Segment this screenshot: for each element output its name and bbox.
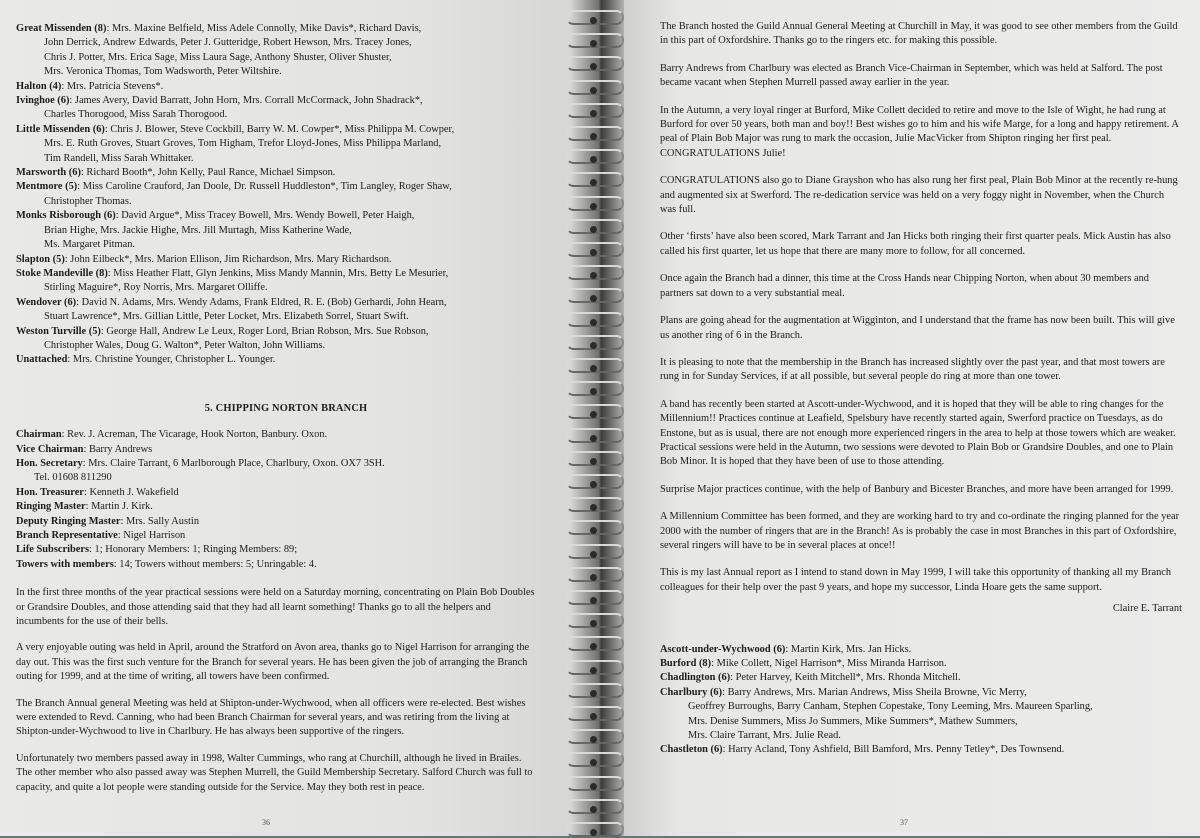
report-paragraph: Barry Andrews from Charlbury was elected as Branch Vice-Chairman in September, which was held at Salford. The post became vacant when Stephen Murrell passed away earlier in the year. [660, 62, 1163, 89]
tower-entry [16, 267, 536, 296]
report-paragraph: In the first three months of the year practical sessions were held on a Saturday morning, concentrating on Plain Bob Doubles or Grandsire Doubles, and those attending said that they had all learnt something! Thanks go to all the helpers and incumbents for the use of their bells. [16, 587, 535, 628]
tower-name: Marsworth (6) [16, 167, 81, 179]
tower-name: Unattached [16, 354, 68, 366]
officer-value: Rev. J. Acreman, The Vicarage, Hook Norton, Banbury. Oxon. [67, 429, 328, 441]
tower-colon: : [100, 325, 107, 337]
spiral-ring [566, 149, 624, 165]
tower-entry [16, 209, 536, 252]
tower-members-continued: Stuart Lawrence*, Mrs. Gillian Little, Peter Locket, Mrs. Elizabeth Sorrel, Stuart Swift. [44, 311, 409, 323]
ring-hole [590, 829, 597, 836]
tower-entry [660, 657, 1182, 671]
spiral-ring [566, 706, 624, 722]
tower-members-continued: Geoffrey Burroughs, Barry Canham, Stephen Copestake, Tony Leeming, Mrs. Maureen Sparling, [688, 701, 1093, 713]
tower-name: Burford (8) [660, 658, 712, 669]
officer-row [16, 515, 536, 529]
officer-value: Mrs. Sally Austin [125, 515, 200, 527]
officer-value: Tel. 01608 811290 [34, 472, 112, 484]
tower-name: Ivinghoe (6) [16, 95, 70, 107]
ring-hole [590, 203, 597, 210]
officer-colon: : [83, 443, 89, 455]
report-paragraph: Unfortunately two members passed away in 1998, Walter Cummings, who rang at Churchill, although he lived in Brailes. The other member who also passed away was Stephen Murrell, the Guild Membership Secretary. Salford Church was full to capacity, and quite a lot people were standing outside for the Service. May they both rest in peace. [16, 752, 533, 793]
tower-members: Richard Booth*, John Kelly, Paul Rance, Michael Simpson. [86, 167, 336, 179]
officer-role: Deputy Ringing Master [16, 515, 121, 527]
tower-members-continued: Christopher Wales, Doug G. Walton*, Peter Walton, John Williams. [44, 339, 326, 351]
tower-entry [660, 743, 1182, 757]
tower-members: David Argue*, Miss Tracey Bowell, Mrs. Wendy Bowell, Peter Haigh, [121, 210, 415, 222]
tower-colon: : [67, 354, 73, 366]
spiral-ring [566, 381, 624, 397]
ring-hole [590, 713, 597, 720]
officer-colon: : [85, 501, 92, 513]
officer-role: Hon. Treasurer [16, 486, 84, 498]
tower-colon: : [785, 643, 791, 655]
officer-colon: : [82, 457, 89, 469]
spiral-ring [566, 126, 624, 142]
spiral-ring [566, 242, 624, 258]
tower-members: Mike Collett, Nigel Harrison*, Miss Miranda Harrison. [716, 658, 947, 669]
tower-colon: : [711, 658, 717, 669]
ring-hole [590, 226, 597, 233]
tower-entry [16, 180, 536, 209]
ring-hole [590, 17, 597, 24]
spiral-ring [566, 451, 624, 467]
officer-value: Nigel Harrison [123, 530, 186, 541]
ring-hole [590, 783, 597, 790]
tower-name: Chadlington (6) [660, 672, 731, 684]
ring-hole [590, 342, 597, 349]
tower-members-continued: Mrs. E. Ruth Groves, Stuart Groves, Tom Higham, Trefor Lloyd-Jones, Miss Philippa Marland, [44, 138, 442, 150]
spiral-ring [566, 729, 624, 745]
tower-members-continued: Christopher Thomas. [44, 195, 132, 207]
spiral-ring [566, 404, 624, 420]
spiral-ring [566, 312, 624, 328]
tower-name: Halton (4) [16, 80, 62, 92]
tower-entry [16, 325, 536, 354]
left-column [16, 22, 536, 807]
tower-name: Little Missenden (6) [16, 123, 105, 135]
spiral-ring [566, 636, 624, 652]
report-paragraph: A very enjoyable outing was held in April, around the Stratford on Avon area, thanks go to Nigel Harrison for arranging the day out. This was the first such venture for the Branch for several years. He has been given the job of arranging the Branch outing for 1999, and at the time of writing, all towers have been confirmed. [16, 642, 530, 683]
officer-row [16, 500, 536, 514]
officer-colon: : [83, 486, 90, 498]
officer-colon: : [113, 558, 120, 570]
tower-name: Slapton (5) [16, 253, 65, 265]
officer-row [16, 428, 536, 442]
ring-hole [590, 690, 597, 697]
tower-members-continued: Mrs. Claire Tarrant, Mrs. Julie Read. [688, 730, 841, 742]
spiral-ring [566, 567, 624, 583]
ring-hole [590, 110, 597, 117]
officer-value: Mrs. Claire Tarrant, 6 Marlborough Place, Charlbury, Oxon. OX7 3SH. [88, 457, 385, 469]
page-number-left: 36 [262, 818, 270, 827]
report-paragraph: The Branch hosted the Guild Annual General Meeting at Churchill in May, it was good to see other members from the Guild in this part of Oxfordshire. Thanks go to the ringers etc. for making this possible. [660, 21, 1178, 47]
officer-colon: : [89, 544, 95, 556]
ring-hole [590, 458, 597, 465]
officer-row [16, 529, 536, 543]
tower-name: Ascott-under-Wychwood (6) [660, 643, 786, 655]
ring-hole [590, 597, 597, 604]
officer-row [16, 471, 536, 485]
spiral-ring [566, 56, 624, 72]
tower-entry [16, 22, 536, 80]
officer-role: Life Subscribers [16, 544, 90, 556]
spiral-ring [566, 474, 624, 490]
spiral-ring [566, 520, 624, 536]
officer-value: 14; Towers without members: 5; Unringable: 4. [119, 558, 317, 570]
tower-name: Great Missenden (8) [16, 23, 107, 34]
officer-role: Ringing Master [16, 501, 86, 513]
spiral-ring [566, 590, 624, 606]
report-paragraph: Other ‘firsts’ have also been scored, Mark Tarrant and Jan Hicks both ringing their first quarter peals. Mick Austin has also called his first quarter, let us hope that there are many more to follow, for all concerned. [660, 231, 1171, 257]
ring-hole [590, 806, 597, 813]
report-paragraph: A Millennium Committee has been formed, and they are working hard to try and co-ordinate the ringing planned for the year 2000 with the number of ringers that are in the Branch! As is probably the case in most Branches in this part of Oxfordshire, several ringers will have to be in several places at once!! [660, 511, 1180, 551]
page-number-right: 37 [900, 818, 908, 827]
tower-members: David N. Adams, Mrs. Wendy Adams, Frank Eldred, R. E. (Bob) Gerhardi, John Hearn, [81, 296, 447, 308]
officer-colon: : [120, 515, 126, 527]
officer-value: Martin J. Kirk. [91, 501, 153, 513]
tower-name: Weston Turville (5) [16, 325, 101, 337]
report-paragraph: CONGRATULATIONS also go to Diane Grayshon who has also rung her first peal, Plain Bob Minor at the recently re-hung and augmented six at Swerford. The re-dedication service was held on a very foggy night in November, when the Church was full. [660, 175, 1178, 216]
tower-name: Charlbury (6) [660, 686, 723, 698]
tower-members: John Eilbeck*, Mrs. Marion Ellison, Jim Richardson, Mrs. Mary Richardson. [70, 253, 392, 265]
spiral-ring [566, 544, 624, 560]
spiral-ring [566, 80, 624, 96]
officer-role: Branch Representative [16, 530, 118, 541]
officer-role: Chairman [16, 429, 62, 441]
officer-row [16, 443, 536, 457]
right-page [624, 0, 1200, 836]
ring-hole [590, 435, 597, 442]
tower-name: Wendover (6) [16, 296, 77, 308]
officer-value: 1; Honorary Members: 1; Ringing Members: 89; [94, 544, 298, 556]
spiral-ring [566, 497, 624, 513]
tower-name: Chastleton (6) [660, 744, 723, 756]
tower-entry [16, 253, 536, 267]
tower-colon: : [76, 296, 82, 308]
officer-colon: : [117, 530, 124, 541]
tower-colon: : [61, 80, 67, 92]
spiral-ring [566, 358, 624, 374]
report-paragraph: Surprise Major practices continue, with the help of Banbury and Bicester Branches, and more have been arranged for 1999. [660, 483, 1174, 495]
spiral-ring [566, 103, 624, 119]
tower-colon: : [107, 267, 114, 279]
officer-role: Hon. Secretary [16, 457, 83, 469]
tower-members: Miss Caroline Crauford, Jan Doole, Dr. Russell Huddleston*, Tim Langley, Roger Shaw, [82, 181, 452, 193]
tower-members-continued: Ms. Margaret Pitman. [44, 239, 136, 251]
tower-members: Barry Andrews, Mrs. Marian Andrews, Miss Sheila Browne, Vic Merry, [727, 686, 1027, 698]
tower-members-continued: Charles Thorogood, Miss Sarah Thorogood. [44, 109, 228, 121]
spiral-ring [566, 288, 624, 304]
tower-members-continued: John Derrick, Andrew Edwards, Peter J. Gutteridge, Robert Hewson, Mrs. Tracey Jones, [44, 37, 412, 49]
tower-entry [16, 123, 536, 166]
tower-entry [660, 671, 1182, 685]
tower-colon: : [722, 744, 729, 756]
spiral-ring [566, 660, 624, 676]
tower-entry [16, 353, 536, 367]
spiral-ring [566, 196, 624, 212]
tower-members-continued: Tim Randell, Miss Sarah Whittaker. [44, 152, 194, 164]
ring-hole [590, 551, 597, 558]
ring-hole [590, 667, 597, 674]
spiral-ring [566, 428, 624, 444]
tower-members: Chris J. Blower, Steve Cockbill, Barry W. M. Cowper*, Miss Philippa M. Cowper, [110, 123, 455, 135]
officer-colon: : [61, 429, 68, 441]
tower-colon: : [69, 95, 75, 107]
signature: Claire E. Tarrant [1112, 603, 1182, 615]
tower-members: Peter Harvey, Keith Mitchell*, Mrs. Rhonda Mitchell. [735, 672, 961, 684]
tower-members: Harry Acland, Tony Ashfield, Bill Bamford, Mrs. Penny Tetley*, Des Townsend. [728, 744, 1065, 756]
tower-colon: : [115, 210, 122, 222]
tower-entry [16, 296, 536, 325]
tower-entry [660, 686, 1182, 744]
tower-entry [16, 166, 536, 180]
tower-colon: : [80, 167, 87, 179]
report-paragraph: It is pleasing to note that the membership in the Branch has increased slightly over the past year, and that most towers are rung in for Sunday Services, if at all possible, but several people do ring at more than one tower. [660, 356, 1165, 383]
members-list-bottom [660, 643, 1182, 758]
tower-members: Mrs. Christine Younger, Christopher L. Younger. [72, 354, 276, 366]
ring-hole [590, 365, 597, 372]
tower-colon: : [730, 672, 736, 684]
officer-role: Towers with members [16, 558, 114, 570]
tower-members-continued: Chris J. Potter, Mrs. Erica Sage, Miss Laura Sage, Anthony Shuster, Oliver Shuster, [44, 51, 392, 63]
spiral-ring [566, 265, 624, 281]
ring-hole [590, 481, 597, 488]
tower-colon: : [104, 123, 111, 135]
tower-name: Stoke Mandeville (8) [16, 267, 108, 279]
tower-members-continued: Mrs. Veronica Thomas, Tom Wadsworth, Peter Wiltshire. [44, 66, 282, 78]
tower-entry [660, 643, 1182, 657]
ring-hole [590, 249, 597, 256]
tower-name: Monks Risborough (6) [16, 210, 116, 222]
spiral-ring [566, 683, 624, 699]
report-paragraph: Plans are going ahead for the augmentation at Wigginton, and I understand that the frame has now been built. This will give us another ring of 6 in the Branch. [660, 315, 1175, 341]
section-heading: 5. CHIPPING NORTON BRANCH [204, 402, 368, 414]
ring-hole [590, 87, 597, 94]
officer-value: Barry Andrews [88, 443, 153, 455]
officer-row [16, 558, 536, 572]
officer-row [16, 486, 536, 500]
tower-colon: : [106, 23, 112, 34]
officer-value: Kenneth J. Wakefield [89, 486, 179, 498]
left-page [0, 0, 576, 836]
report-paragraph: In the Autumn, a very loyal ringer at Burford, Mike Collett decided to retire and move to the Isle of Wight, he had rung at Burford for over 50 years, both man and boy!! Best wishes go to him and his wife Marge, for a long and happy retirement. A peal of Plain Bob Major was rung to mark the occasion, Julie MacVicker from Shipton ringing her first peal. CONGRATULATIONS Julie! [660, 104, 1179, 159]
officer-row [16, 543, 536, 557]
spiral-ring [566, 776, 624, 792]
officers-list [16, 428, 536, 572]
report-paragraph: This is my last Annual report as I intend to stand down in May 1999, I will take this opportunity of thanking all my Branch colleagues for their help over the past 9 years, and hope my successor, Linda Hoare gets the same support. [660, 567, 1172, 593]
tower-members: Martin Kirk, Mrs. Jan Hicks. [790, 643, 912, 655]
tower-members: George Hall, Andrew Le Leux, Roger Lord, Brian Robson, Mrs. Sue Robson, [106, 325, 429, 337]
ring-hole [590, 133, 597, 140]
right-column [660, 20, 1182, 758]
members-list-top [16, 22, 536, 368]
tower-members: James Avery, David Barratt, John Horn, Mrs. Corrall McCormack, John Shadrack*, [74, 95, 423, 107]
tower-entry [16, 94, 536, 123]
tower-members-continued: Stirling Maguire*, Roy Norris, Mrs. Margaret Olliffe. [44, 282, 268, 294]
report-paragraph: A band has recently been started at Ascott-under-Wychwood, and it is hoped that they will be able to ring changes for the Millennium!! Practices continue at Leafield, Spelsbury have recently started again, Swerford practice on Tuesdays, as do Enstone, but as is usual, there are not enough more experienced ringers in the area to help at those towers which are weaker. Practical sessions were held in the Autumn, two sessions were devoted to Plain Bob or Grandsire Doubles, and one to Plain Bob Minor. It is hoped that they have been of use to those attending. [660, 398, 1176, 468]
report-paragraph: Once again the Branch had a dinner, this time at the Cross Hands near Chipping Norton, when about 30 members and partners sat down to a very substantial meal. [660, 273, 1149, 299]
tower-members-continued: Mrs. Denise Summers, Miss Jo Summers, Mike Summers*, Mathew Summers, [688, 715, 1018, 727]
report-paragraph: The Branch Annual general Meeting was held at Shipton-under-Wychwood, when all officers were re-elected. Best wishes were extended to Revd. Canning, who had been Branch Chairman for several years, and was retiring from the living at Shipton-under-Wychwood to live in Charlbury. He has always been supportive of the ringers. [16, 697, 526, 738]
tower-members: Miss Heather Flatt, Glyn Jenkins, Miss Mandy Mannin, Mrs. Betty Le Mesurier, [113, 267, 449, 279]
spiral-ring [566, 219, 624, 235]
tower-members: Mrs. Maxine Belfield, Miss Adele Connolly, Mike Davis*, Richard Davis, [111, 23, 422, 34]
tower-colon: : [77, 181, 83, 193]
spiral-ring [566, 335, 624, 351]
spiral-ring [566, 10, 624, 26]
officer-row [16, 457, 536, 471]
spiral-ring [566, 33, 624, 49]
tower-name: Mentmore (5) [16, 181, 78, 193]
spiral-ring [566, 613, 624, 629]
right-paragraphs [660, 20, 1182, 595]
tower-entry [16, 80, 536, 94]
spiral-ring [566, 172, 624, 188]
tower-colon: : [64, 253, 71, 265]
ring-hole [590, 574, 597, 581]
tower-colon: : [722, 686, 728, 698]
officer-role: Vice Chairman [16, 443, 84, 455]
left-paragraphs [16, 586, 536, 795]
spiral-ring [566, 752, 624, 768]
tower-members-continued: Brian Highe, Mrs. Jackie Highe, Mrs. Jill Murtagh, Miss Katherine Wade, [44, 224, 352, 236]
ring-hole [590, 319, 597, 326]
tower-members: Mrs. Patricia Stevens*. [66, 80, 164, 92]
spiral-ring [566, 799, 624, 815]
